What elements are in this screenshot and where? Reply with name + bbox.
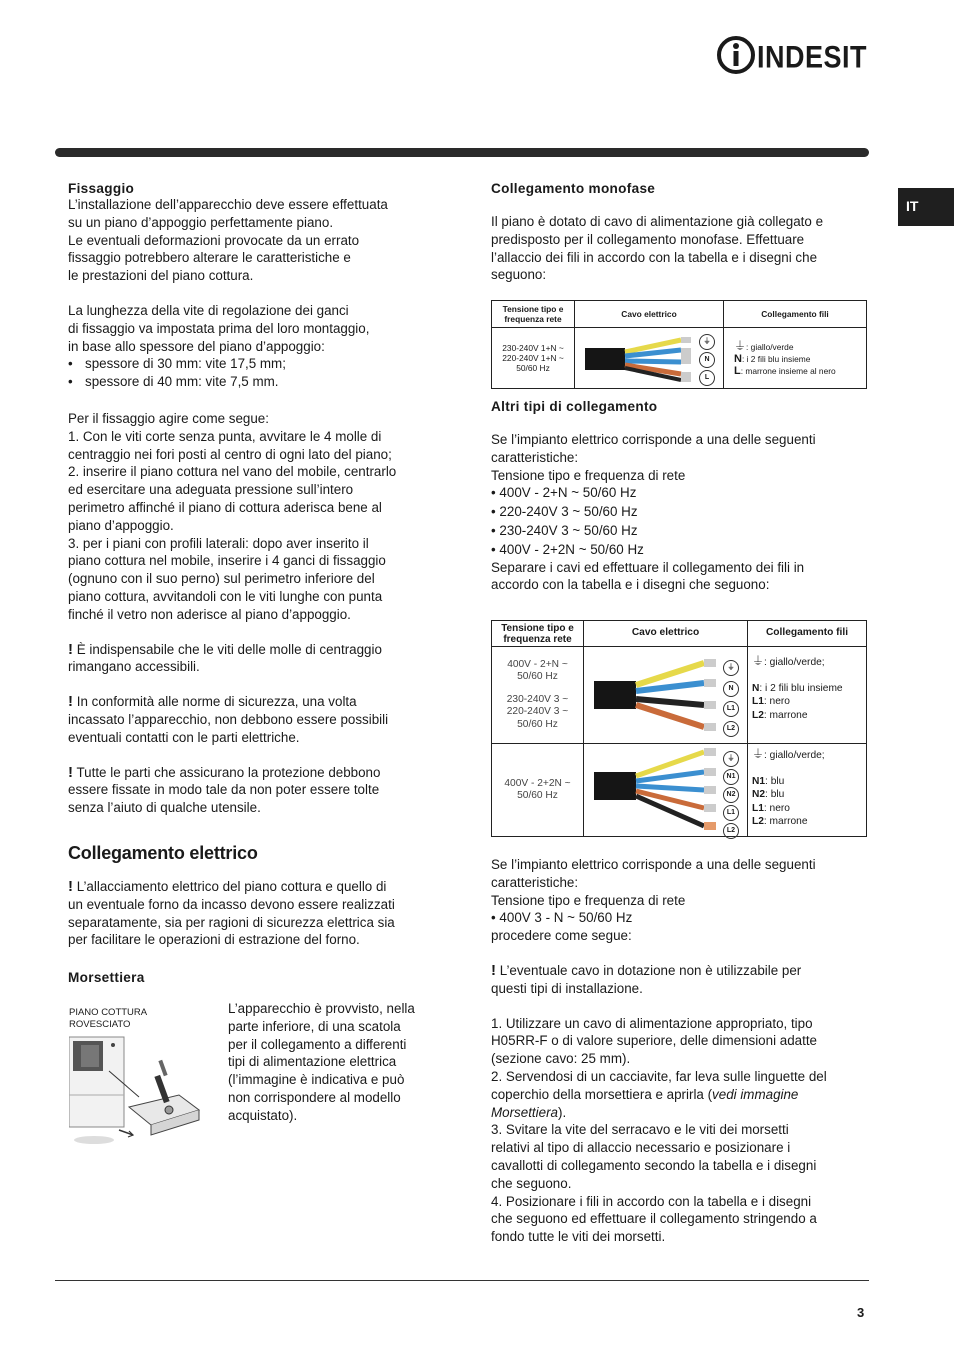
- legend-text: : giallo/verde: [746, 341, 794, 352]
- text-line: eventuali contatti con le parti elettriche.: [68, 729, 300, 745]
- terminal-symbol: [723, 801, 739, 821]
- bullet-text: 400V 3 - N ~ 50/60 Hz: [499, 910, 633, 926]
- text-line: L’installazione dell’apparecchio deve essere effettuata: [68, 197, 388, 212]
- legend-line: [752, 683, 866, 696]
- connection-cell: [724, 328, 867, 389]
- legend-key: L2: [752, 709, 764, 721]
- warning-2: [68, 693, 448, 746]
- text-line: tipi di alimentazione elettrica: [228, 1054, 397, 1070]
- legend-line: [752, 776, 866, 789]
- text-line: 3. per i piani con profili laterali: dopo aver inserito il: [68, 535, 369, 551]
- text-line: 2. inserire il piano cottura nel vano del mobile, centrarlo: [68, 464, 397, 480]
- multiphase-wiring-table: [491, 620, 867, 837]
- header-cable: Cavo elettrico: [575, 301, 724, 328]
- warning-icon: !: [68, 877, 73, 895]
- table-row: [492, 744, 867, 837]
- text-line: senza l’aiuto di qualche utensile.: [68, 800, 261, 816]
- text-line: piano cottura, avvitandoli con le viti lunghe con punta: [68, 588, 383, 604]
- text-line: 4. Posizionare i fili in accordo con la tabella e i disegni: [491, 1193, 812, 1209]
- text-line: in base allo spessore del piano d’appoggio:: [68, 338, 325, 354]
- legend-text: : nero: [763, 696, 790, 707]
- text-line: predisposto per il collegamento monofase. Effettuare: [491, 231, 805, 247]
- terminal-label: L1: [723, 701, 739, 717]
- text-line: di fissaggio va impostata prima del loro montaggio,: [68, 320, 370, 336]
- legend-key: N1: [752, 775, 766, 787]
- terminal-label: L: [699, 370, 715, 386]
- fissaggio-title: Fissaggio: [68, 181, 135, 196]
- bullet-text: 400V - 2+2N ~ 50/60 Hz: [499, 541, 644, 557]
- text-line: (sezione cavo: 25 mm).: [491, 1051, 631, 1067]
- bullet-text: spessore di 30 mm: vite 17,5 mm;: [85, 356, 286, 372]
- morsettiera-description: [228, 1000, 450, 1125]
- text-line: La lunghezza della vite di regolazione dei ganci: [68, 302, 349, 318]
- text-line: parte inferiore, di una scatola: [228, 1018, 401, 1034]
- voltage-cell: [492, 744, 584, 837]
- legend-text: : blu: [765, 775, 785, 787]
- bullet-text: 230-240V 3 ~ 50/60 Hz: [499, 522, 638, 538]
- text-line: incassato l’apparecchio, non debbono essere possibili: [68, 711, 389, 727]
- text-line: [491, 1086, 871, 1104]
- terminal-label: L1: [723, 805, 739, 821]
- table-header-row: [492, 621, 867, 647]
- text-line: non corrispondere al modello: [228, 1089, 401, 1105]
- text-line: PIANO COTTURA: [69, 1007, 148, 1018]
- text-line: Tensione tipo e: [501, 622, 574, 634]
- warning-icon: !: [68, 693, 73, 711]
- legend-key: L1: [752, 802, 764, 814]
- legend-key: L2: [752, 816, 764, 827]
- table-header-row: [492, 301, 867, 328]
- legend-line: [752, 748, 866, 763]
- text-line: L’apparecchio è provvisto, nella: [228, 1001, 415, 1016]
- terminal-symbol: [723, 677, 739, 697]
- right-column: [491, 181, 871, 284]
- voltage-cell: [492, 647, 584, 744]
- bullet-item: • 400V - 2+N ~ 50/60 Hz: [491, 485, 637, 501]
- text-line: In conformità alle norme di sicurezza, una volta: [76, 694, 357, 710]
- connection-cell: [748, 744, 867, 837]
- warning-icon: !: [68, 763, 73, 781]
- text-line: 400V - 2+2N ~: [504, 777, 571, 789]
- text-line: Tutte le parti che assicurano la protezione debbono: [76, 764, 381, 780]
- text-line: per il collegamento a differenti: [228, 1036, 407, 1052]
- bullet-text: spessore di 40 mm: vite 7,5 mm.: [85, 374, 279, 390]
- ground-icon: ⏚: [723, 660, 739, 676]
- terminal-label: L2: [723, 823, 739, 839]
- text-line: finché il vetro non aderisce al piano d’appoggio.: [68, 606, 351, 622]
- page-number: 3: [857, 1305, 865, 1320]
- text-line: 220-240V 1+N ~: [502, 353, 564, 363]
- bullet-item: • 220-240V 3 ~ 50/60 Hz: [491, 504, 638, 520]
- terminal-label: N2: [723, 787, 739, 803]
- legend-line: [752, 789, 866, 802]
- installation-steps: [491, 1015, 871, 1246]
- text-line: H05RR-F o di valore superiore, delle dimensioni adatte: [491, 1033, 818, 1049]
- legend-line: [752, 655, 866, 670]
- text-line: 400V - 2+N ~: [507, 658, 568, 670]
- warning-icon: !: [68, 640, 73, 658]
- text-line: le prestazioni del piano cottura.: [68, 268, 254, 284]
- header-connection: Collegamento fili: [724, 301, 867, 328]
- ground-symbol: [699, 330, 715, 350]
- monofase-wiring-table: [491, 300, 867, 389]
- text-line: l’allaccio dei fili in accordo con la tabella e i disegni che: [491, 249, 818, 265]
- text-line: frequenza rete: [504, 314, 562, 324]
- legend-key: N: [752, 682, 760, 694]
- legend-text: : giallo/verde;: [764, 657, 825, 668]
- warning-icon: !: [491, 961, 496, 979]
- morsettiera-figure: [69, 1007, 209, 1150]
- bullet-item: • spessore di 40 mm: vite 7,5 mm.: [68, 374, 279, 390]
- legend-text: : marrone: [763, 709, 808, 721]
- header-cable: Cavo elettrico: [584, 621, 748, 647]
- header-connection: Collegamento fili: [748, 621, 867, 647]
- ground-icon: ⏚: [734, 338, 747, 353]
- fissaggio-paragraph-1: [68, 196, 448, 285]
- text-line: caratteristiche:: [491, 874, 579, 890]
- terminal-label: L2: [723, 721, 739, 737]
- header-voltage: [492, 621, 584, 647]
- altri-title: Altri tipi di collegamento: [491, 399, 658, 414]
- cable-cell: [584, 744, 748, 837]
- text-line: Tensione tipo e frequenza di rete: [491, 892, 686, 908]
- bullet-item: • 230-240V 3 ~ 50/60 Hz: [491, 522, 638, 538]
- voltage-cell: [492, 328, 575, 389]
- text-line: ROVESCIATO: [69, 1019, 131, 1030]
- text-line: Tensione tipo e: [502, 304, 564, 314]
- terminal-symbol: [723, 717, 739, 737]
- header-voltage: [492, 301, 575, 328]
- text-line: frequenza rete: [503, 633, 572, 645]
- text-line: Tensione tipo e frequenza di rete: [491, 467, 686, 483]
- footer-rule: [55, 1280, 869, 1281]
- legend-text: : giallo/verde;: [764, 750, 825, 761]
- legend-text: : i 2 fili blu insieme: [741, 353, 811, 364]
- text-line: Separare i cavi ed effettuare il collegamento dei fili in: [491, 559, 805, 575]
- legend-line: [752, 710, 866, 723]
- text-span: coperchio della morsettiera e aprirla (: [491, 1086, 713, 1102]
- text-line: (l’immagine è indicativa e può: [228, 1072, 405, 1088]
- bullet-item: • spessore di 30 mm: vite 17,5 mm;: [68, 356, 286, 372]
- text-span: vedi immagine: [712, 1086, 799, 1102]
- terminal-symbol: [723, 697, 739, 717]
- trifase-section: [491, 856, 871, 1246]
- trifase-warning: [491, 962, 871, 998]
- text-line: 50/60 Hz: [517, 718, 558, 730]
- altri-section: [491, 399, 871, 594]
- text-line: 220-240V 3 ~: [506, 706, 569, 718]
- cable-cell: [584, 647, 748, 744]
- ground-icon: ⏚: [752, 747, 765, 761]
- legend-line: [752, 696, 866, 709]
- legend-line: [752, 816, 866, 829]
- ground-symbol: [723, 656, 739, 676]
- terminal-symbol: [723, 783, 739, 803]
- legend-key: N: [734, 352, 742, 365]
- left-column: [68, 181, 448, 985]
- text-line: (ognuno con il suo perno) sul perimetro inferiore del: [68, 571, 375, 587]
- terminal-label: N: [699, 352, 715, 368]
- language-tab: [898, 188, 954, 226]
- text-line: fissaggio potrebbero alterare le caratteristiche e: [68, 250, 351, 266]
- text-line: 50/60 Hz: [516, 363, 550, 373]
- language-label: IT: [906, 198, 919, 214]
- morsettiera-title: Morsettiera: [68, 970, 145, 986]
- text-line: L’allacciamento elettrico del piano cottura e quello di: [76, 878, 387, 894]
- ground-icon: ⏚: [752, 654, 765, 668]
- collegamento-title: Collegamento elettrico: [68, 842, 258, 863]
- text-line: 230-240V 3 ~: [506, 693, 569, 705]
- legend-text: : i 2 fili blu insieme: [759, 682, 843, 694]
- legend-text: : blu: [765, 789, 785, 800]
- header-bar: [55, 148, 869, 157]
- text-line: ed esercitare una adeguata pressione sull’intero: [68, 482, 354, 498]
- fissaggio-paragraph-2: [68, 302, 448, 391]
- text-line: fondo tutte le viti dei morsetti.: [491, 1229, 666, 1245]
- text-line: Per il fissaggio agire come segue:: [68, 410, 269, 426]
- text-line: acquistato).: [228, 1107, 298, 1123]
- text-line: essere fissate in modo tale da non poter essere tolte: [68, 782, 380, 798]
- text-line: questi tipi di installazione.: [491, 980, 643, 996]
- text-line: per facilitare le operazioni di estrazione del forno.: [68, 932, 360, 948]
- brand-logo: [716, 34, 872, 76]
- text-line: separatamente, sia per ragioni di sicurezza elettrica sia: [68, 914, 395, 930]
- ground-icon: ⏚: [699, 334, 715, 350]
- text-line: seguono:: [491, 267, 547, 283]
- text-line: relativi al tipo di allaccio necessario e posizionare i: [491, 1140, 791, 1156]
- text-line: procedere come segue:: [491, 928, 632, 944]
- text-line: un eventuale forno da incasso devono essere realizzati: [68, 896, 395, 912]
- legend-key: L1: [752, 696, 764, 707]
- altri-paragraph: [491, 431, 871, 594]
- fissaggio-paragraph-3: [68, 410, 448, 624]
- text-line: che seguono.: [491, 1175, 572, 1191]
- ground-icon: ⏚: [723, 751, 739, 767]
- text-line: Il piano è dotato di cavo di alimentazione già collegato e: [491, 214, 824, 229]
- text-line: piano cottura nel mobile, inserire i 4 ganci di fissaggio: [68, 553, 386, 569]
- legend-line: [734, 338, 866, 353]
- text-line: 2. Servendosi di un cacciavite, far leva sulle linguette del: [491, 1068, 827, 1084]
- figure-label: [69, 1007, 209, 1031]
- bullet-text: 400V - 2+N ~ 50/60 Hz: [499, 485, 637, 501]
- terminal-box-illustration: [69, 1035, 209, 1150]
- text-span: ).: [557, 1104, 567, 1120]
- collegamento-warning: [68, 878, 448, 949]
- warning-3: [68, 764, 448, 817]
- text-line: piano d’appoggio.: [68, 517, 174, 533]
- terminal-symbol: [699, 348, 715, 368]
- bullet-item: • 400V - 2+2N ~ 50/60 Hz: [491, 541, 644, 557]
- text-line: L’eventuale cavo in dotazione non è utilizzabile per: [499, 962, 802, 978]
- text-line: Se l’impianto elettrico corrisponde a una delle seguenti: [491, 857, 816, 872]
- text-span: Morsettiera: [491, 1104, 558, 1120]
- legend-line: [752, 803, 866, 816]
- legend-text: : nero: [763, 802, 790, 814]
- text-line: che seguono ed effettuare il collegamento stringendo a: [491, 1211, 817, 1227]
- terminal-label: N: [723, 681, 739, 697]
- table-row: [492, 328, 867, 389]
- text-line: caratteristiche:: [491, 449, 579, 465]
- bullet-item: • 400V 3 - N ~ 50/60 Hz: [491, 910, 633, 926]
- text-line: perimetro affinché il piano di cottura aderisca bene al: [68, 499, 382, 515]
- legend-text: : marrone: [763, 816, 808, 827]
- text-line: 230-240V 1+N ~: [502, 343, 564, 353]
- monofase-paragraph: [491, 213, 871, 284]
- legend-line: [734, 366, 866, 376]
- text-line: 50/60 Hz: [517, 790, 558, 801]
- text-line: È indispensabile che le viti delle molle di centraggio: [76, 641, 382, 657]
- text-line: 1. Utilizzare un cavo di alimentazione appropriato, tipo: [491, 1015, 813, 1031]
- legend-line: [734, 354, 866, 364]
- text-line: 3. Svitare la vite del serracavo e le viti dei morsetti: [491, 1122, 789, 1138]
- cable-cell: [575, 328, 724, 389]
- text-line: Le eventuali deformazioni provocate da un errato: [68, 232, 360, 248]
- terminal-symbol: [699, 366, 715, 386]
- text-line: cavallotti di collegamento secondo la tabella e i disegni: [491, 1157, 817, 1173]
- connection-cell: [748, 647, 867, 744]
- warning-1: [68, 641, 448, 677]
- text-line: accordo con la tabella e i disegni che seguono:: [491, 577, 770, 593]
- bullet-text: 220-240V 3 ~ 50/60 Hz: [499, 504, 638, 520]
- brand-name: INDESIT: [757, 40, 868, 75]
- text-line: Se l’impianto elettrico corrisponde a una delle seguenti: [491, 432, 816, 447]
- legend-key: N2: [752, 789, 766, 800]
- terminal-symbol: [723, 765, 739, 785]
- text-line: [491, 1104, 871, 1122]
- text-line: su un piano d’appoggio perfettamente piano.: [68, 214, 334, 230]
- legend-text: : marrone insieme al nero: [740, 365, 836, 376]
- text-line: centraggio nei fori posti al centro di ogni lato del piano;: [68, 446, 392, 462]
- text-line: 1. Con le viti corte senza punta, avvitare le 4 molle di: [68, 428, 382, 444]
- terminal-label: N1: [723, 769, 739, 785]
- monofase-title: Collegamento monofase: [491, 181, 656, 196]
- text-line: 50/60 Hz: [517, 671, 558, 683]
- text-line: rimangano accessibili.: [68, 659, 200, 675]
- logo-icon: [716, 34, 756, 76]
- table-row: [492, 647, 867, 744]
- legend-key: L: [734, 364, 741, 377]
- terminal-symbol: [723, 819, 739, 839]
- ground-symbol: [723, 747, 739, 767]
